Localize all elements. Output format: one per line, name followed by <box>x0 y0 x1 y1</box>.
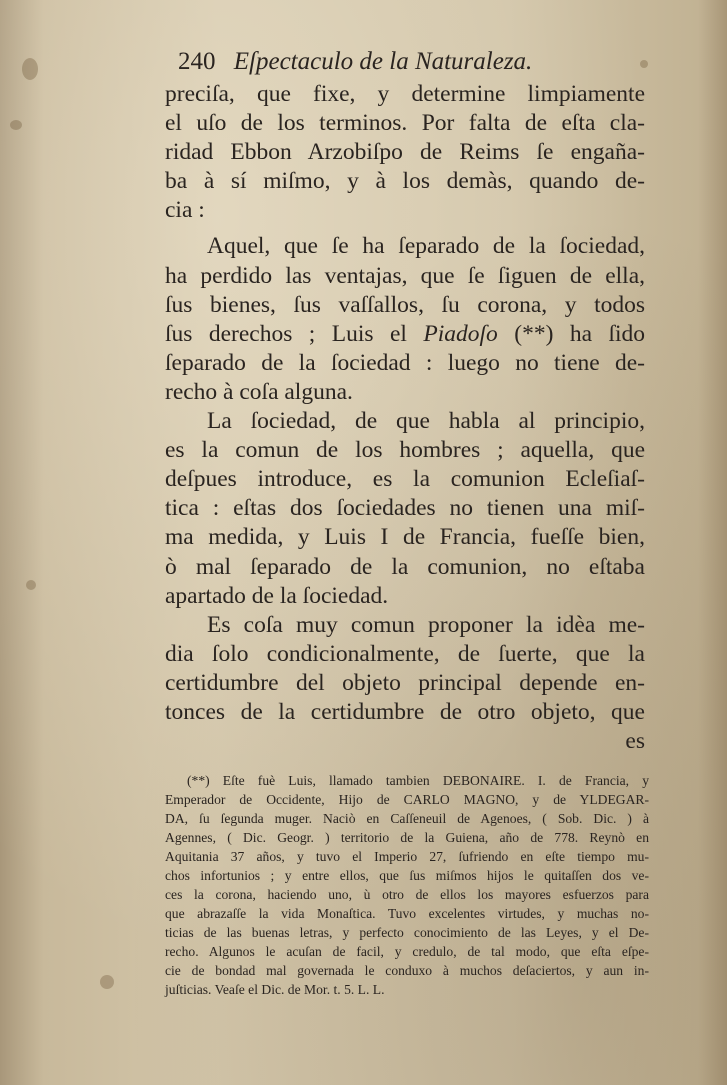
text-line: es la comun de los hombres ; aquella, que <box>165 437 645 464</box>
footnote-line: DA, ſu ſegunda muger. Naciò en Caſſeneuil de Agenoes, ( Sob. Dic. ) à <box>165 811 649 826</box>
footnote-line: (**) Eſte fuè Luis, llamado tambien DEBONAIRE. I. de Francia, y <box>187 773 649 788</box>
foxing-stain <box>26 580 36 590</box>
text-line: ha perdido las ventajas, que ſe ſiguen de ella, <box>165 262 645 289</box>
footnote-line: recho. Algunos le acuſan de facil, y credulo, de tal modo, que eſta eſpe- <box>165 944 649 959</box>
text-line: apartado de la ſociedad. <box>165 582 389 609</box>
paragraph-2 <box>165 232 645 407</box>
footnote <box>165 771 649 999</box>
text-line: el uſo de los terminos. Por falta de eſta cla- <box>165 110 645 137</box>
footnote-line: Aquitania 37 años, y tuvo el Imperio 27, ſufriendo en eſte tiempo mu- <box>165 849 649 864</box>
italic-name: Piadoſo <box>423 320 498 347</box>
running-header <box>178 48 532 76</box>
text-line: ma medida, y Luis I de Francia, fueſſe bien, <box>165 524 645 551</box>
page-number: 240 <box>178 48 216 75</box>
footnote-line: Agennes, ( Dic. Geogr. ) territorio de la Guiena, año de 778. Reynò en <box>165 830 649 845</box>
text-line: ò mal ſeparado de la comunion, no eſtaba <box>165 553 645 580</box>
text-line <box>165 320 645 349</box>
running-title: Eſpectaculo de la Naturaleza. <box>233 48 533 75</box>
text-line: tonces de la certidumbre de otro objeto, que <box>165 698 645 725</box>
text-line: certidumbre del objeto principal depende en- <box>165 669 645 696</box>
text-line: preciſa, que fixe, y determine limpiamente <box>165 81 645 107</box>
footnote-line: chos infortunios ; y entre ellos, que ſus miſmos hijos le quitaſſen dos ve- <box>165 868 649 883</box>
paragraph-3 <box>165 407 645 611</box>
text-line: Es coſa muy comun proponer la idèa me- <box>207 611 645 638</box>
foxing-stain <box>100 975 114 989</box>
foxing-stain <box>640 60 648 68</box>
footnote-line: juſticias. Veaſe el Dic. de Mor. t. 5. L. L. <box>165 982 385 997</box>
text-line: Aquel, que ſe ha ſeparado de la ſociedad, <box>207 233 645 260</box>
text-line: tica : eſtas dos ſociedades no tienen una miſ- <box>165 495 645 522</box>
text-line: cia : <box>165 197 205 224</box>
text-line: dia ſolo condicionalmente, de ſuerte, que la <box>165 640 645 667</box>
footnote-line: cie de bondad mal governada le conduxo à muchos deſaciertos, y aun in- <box>165 963 649 978</box>
footnote-line: Emperador de Occidente, Hijo de CARLO MAGNO, y de YLDEGAR- <box>165 792 649 807</box>
text-line: La ſociedad, de que habla al principio, <box>207 408 645 435</box>
text-line: recho à coſa alguna. <box>165 378 353 405</box>
text-line: ridad Ebbon Arzobiſpo de Reims ſe engaña- <box>165 139 645 166</box>
text-span: (**) ha ſido <box>514 320 646 347</box>
text-line: ſeparado de la ſociedad : luego no tiene de- <box>165 349 645 376</box>
footnote-line: que abrazaſſe la vida Monaſtica. Tuvo excelentes virtudes, y muchas no- <box>165 906 649 921</box>
text-line: ba à sí miſmo, y à los demàs, quando de- <box>165 168 645 195</box>
text-line: ſus bienes, ſus vaſſallos, ſu corona, y todos <box>165 291 645 318</box>
footnote-line: ces la corona, haciendo uno, ù otro de ellos los mayores esfuerzos para <box>165 887 649 902</box>
paragraph-4 <box>165 611 645 756</box>
main-text <box>165 80 645 756</box>
footnote-line: ticias de las buenas letras, y perfecto conocimiento de las Leyes, y el De- <box>165 925 649 940</box>
foxing-stain <box>10 120 22 130</box>
foxing-stain <box>22 58 38 80</box>
catchword: es <box>625 728 645 755</box>
paragraph-1 <box>165 80 645 225</box>
text-line: deſpues introduce, es la comunion Ecleſiaſ- <box>165 466 645 493</box>
text-span: ſus derechos ; Luis el <box>165 320 407 347</box>
